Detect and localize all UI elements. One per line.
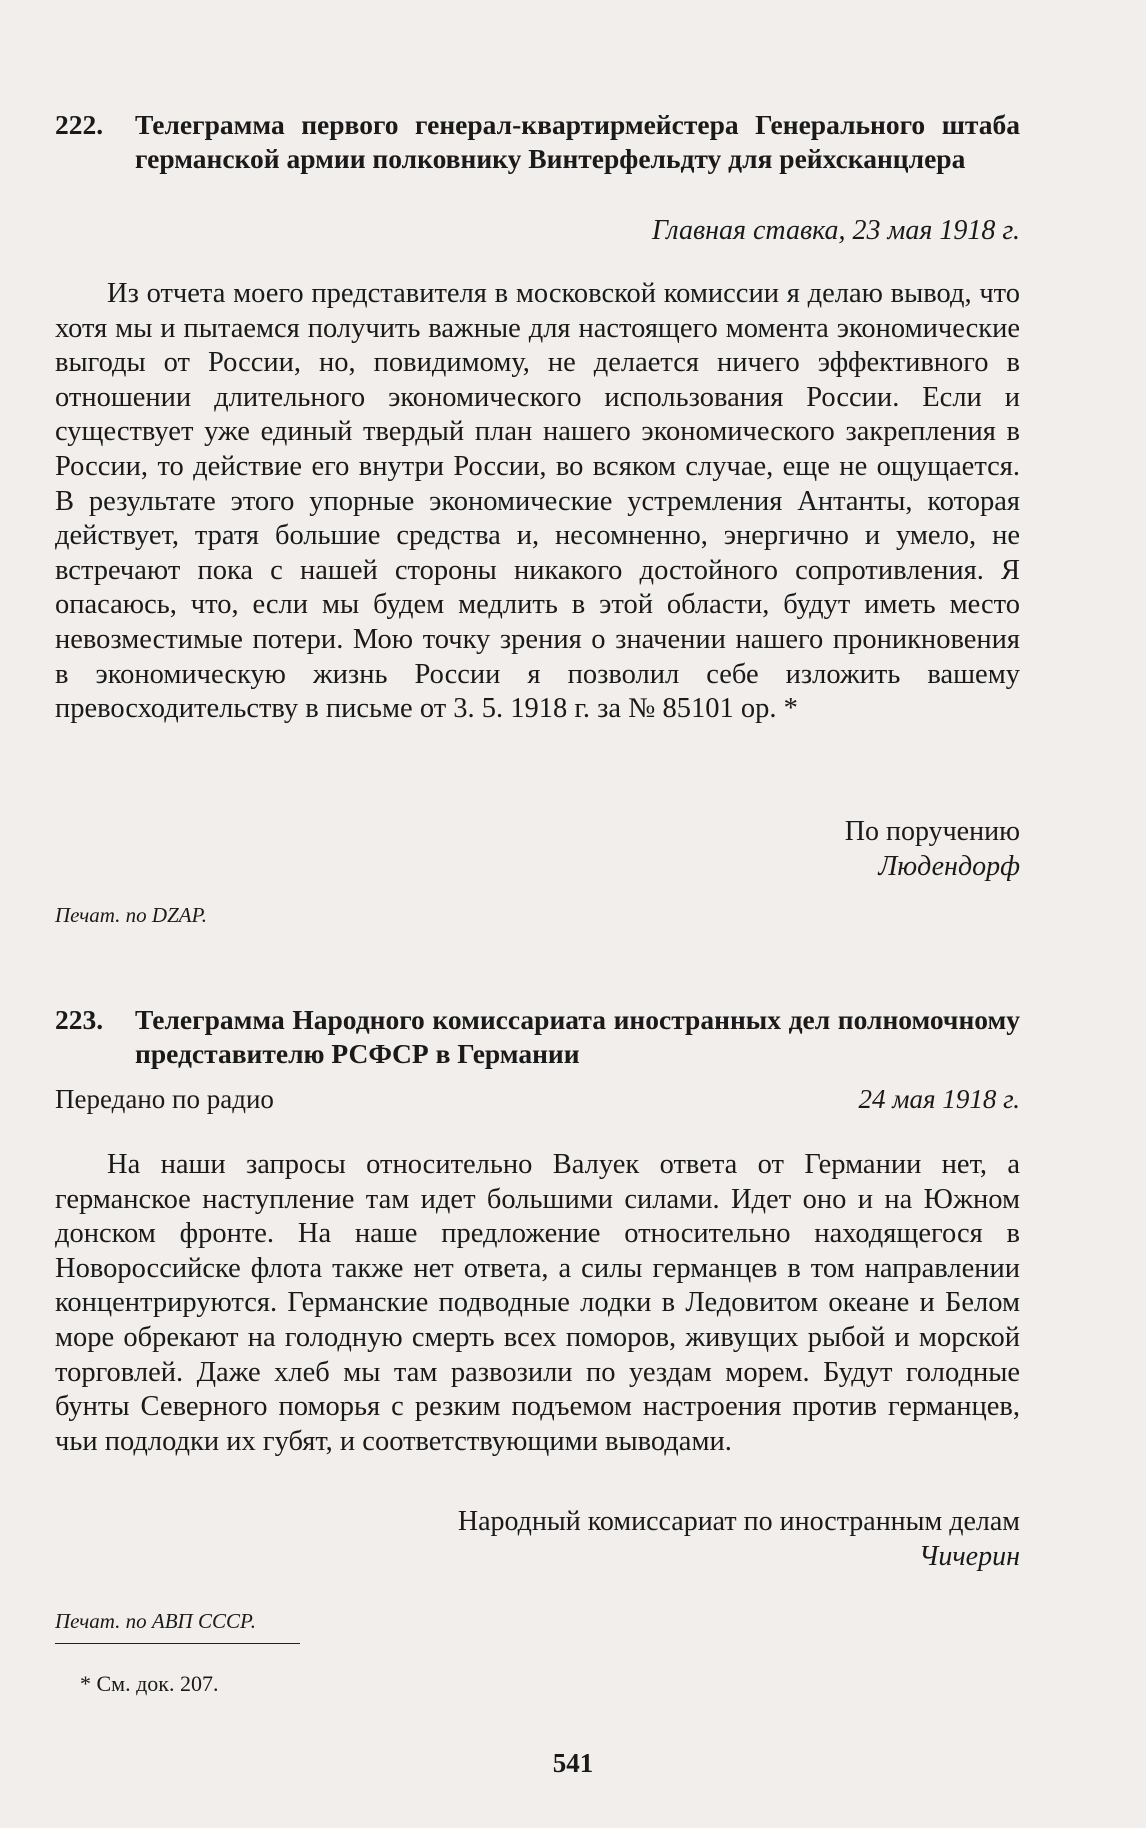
doc-223-dateline xyxy=(55,1083,1020,1115)
doc-223-transmitted: Передано по радио xyxy=(55,1084,274,1114)
footnote: * См. док. 207. xyxy=(80,1671,219,1696)
doc-223-signature-name: Чичерин xyxy=(919,1541,1020,1572)
footnote-divider xyxy=(55,1643,300,1644)
doc-222-heading xyxy=(55,108,1020,176)
doc-222-source: Печат. по DZAP. xyxy=(55,903,207,927)
doc-223-title: Телеграмма Народного комиссариата иностранных дел полномочному представителю РСФСР в Германии xyxy=(135,1004,1020,1069)
doc-222-place-date: Главная ставка, 23 мая 1918 г. xyxy=(651,215,1020,246)
doc-222-title: Телеграмма первого генерал-квартирмейстера Генерального штаба германской армии полковнику Винтерфельдту для рейхсканцлера xyxy=(135,109,1020,174)
doc-223-source: Печат. по АВП СССР. xyxy=(55,1609,256,1633)
doc-223-date: 24 мая 1918 г. xyxy=(858,1084,1020,1114)
doc-223-heading xyxy=(55,1003,1020,1071)
doc-223-number: 223. xyxy=(55,1004,104,1035)
doc-223-signature-line: Народный комиссариат по иностранным делам xyxy=(457,1506,1020,1537)
doc-222-signature-name: Людендорф xyxy=(878,851,1020,882)
doc-222-body: Из отчета моего представителя в московской комиссии я делаю вывод, что хотя мы и пытаемся получить важные для настоящего момента экономические выгоды от России, но, повидимому, не делается ничего эффективного в отношении длительного экономического использования России. Если и существует уже единый твердый план нашего экономического закрепления в России, то действие его внутри России, во всяком случае, еще не ощущается. В результате этого упорные экономические устремления Антанты, которая действует, тратя большие средства и, несомненно, энергично и умело, не встречают пока с нашей стороны никакого достойного сопротивления. Я опасаюсь, что, если мы будем медлить в этой области, будут иметь место невозместимые потери. Мою точку зрения о значении нашего проникновения в экономическую жизнь России я позволил себе изложить вашему превосходительству в письме от 3. 5. 1918 г. за № 85101 ор. * xyxy=(55,278,1020,725)
doc-222-signature-line: По поручению xyxy=(844,816,1020,847)
doc-222-number: 222. xyxy=(55,109,104,140)
page-number: 541 xyxy=(552,1748,594,1778)
doc-223-body: На наши запросы относительно Валуек ответа от Германии нет, а германское наступление там идет большими силами. Идет оно и на Южном донском фронте. На наше предложение относительно находящегося в Новороссийске флота также нет ответа, а силы германцев в том направлении концентрируются. Германские подводные лодки в Ледовитом океане и Белом море обрекают на голодную смерть всех поморов, живущих рыбой и морской торговлей. Даже хлеб мы там развозили по уездам морем. Будут голодные бунты Северного поморья с резким подъемом настроения против германцев, чьи подлодки их губят, и соответствующими выводами. xyxy=(55,1149,1020,1457)
